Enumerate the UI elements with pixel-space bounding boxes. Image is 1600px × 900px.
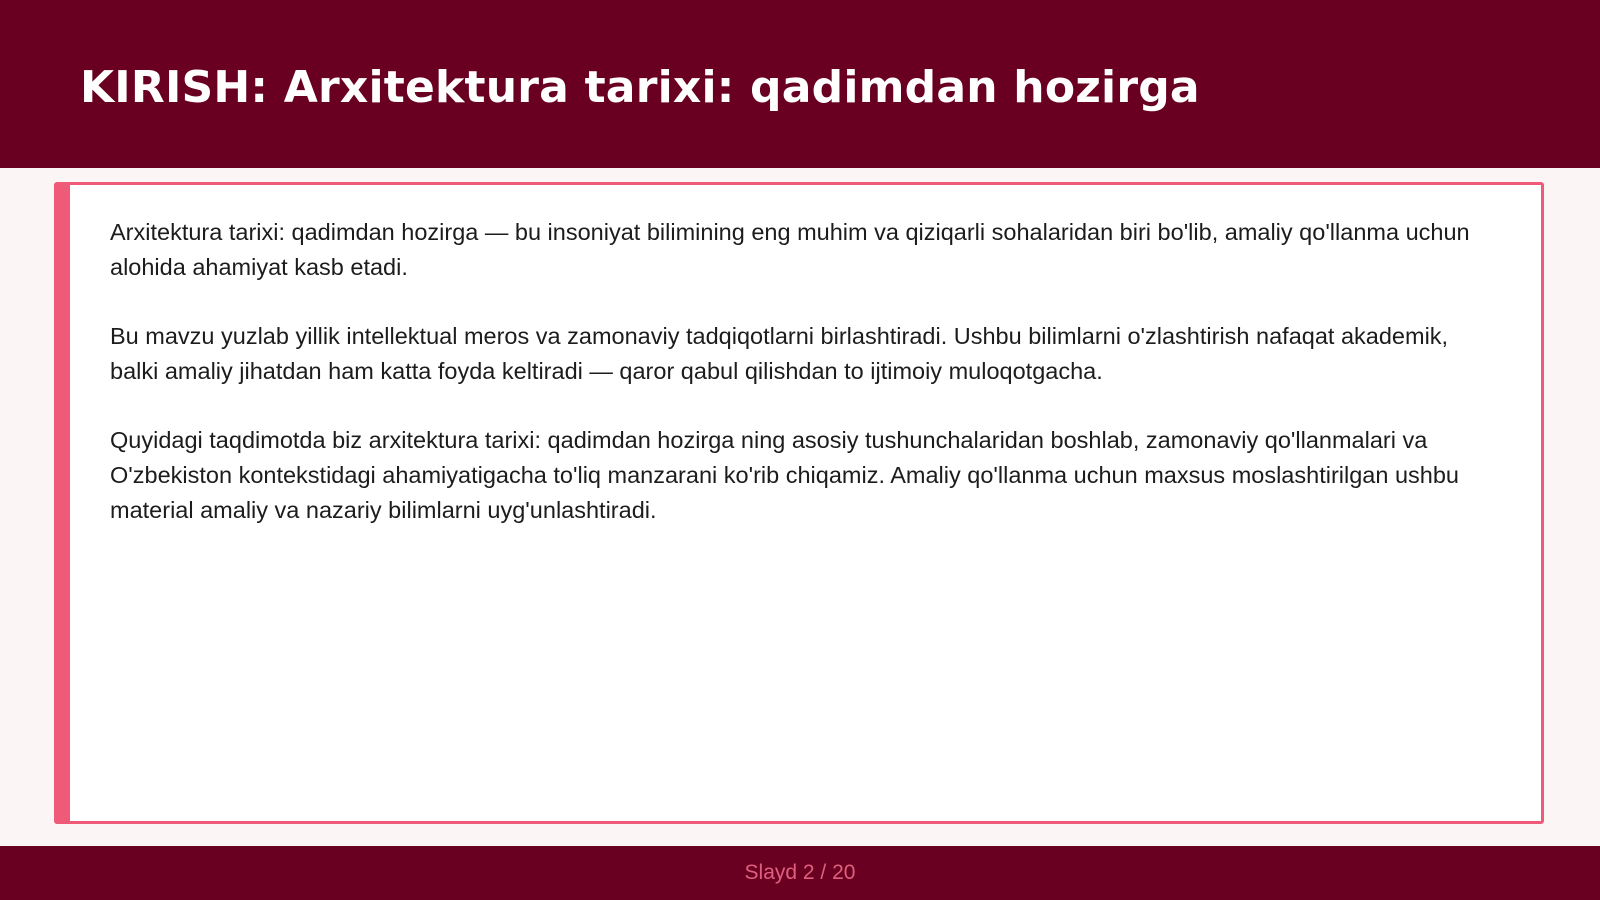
slide-title: KIRISH: Arxitektura tarixi: qadimdan hozirga [80,62,1200,113]
overview-paragraph: Quyidagi taqdimotda biz arxitektura tarixi: qadimdan hozirga ning asosiy tushunchalaridan boshlab, zamonaviy qo'llanmalari va O'zbekiston kontekstidagi ahamiyatigacha to'liq manzarani ko'rib chiqamiz. Amaliy qo'llanma uchun maxsus moslashtirilgan ushbu material amaliy va nazariy bilimlarni uyg'unlashtiradi. [110,427,1459,523]
card-body [110,215,1500,562]
slide-header [0,0,1600,168]
content-card [54,182,1544,824]
slide-footer [0,846,1600,900]
slide-counter: Slayd 2 / 20 [744,861,856,884]
heritage-paragraph: Bu mavzu yuzlab yillik intellektual meros va zamonaviy tadqiqotlarni birlashtiradi. Ushbu bilimlarni o'zlashtirish nafaqat akademik, balki amaliy jihatdan ham katta foyda keltiradi — qaror qabul qilishdan to ijtimoiy muloqotgacha. [110,323,1449,384]
intro-paragraph: Arxitektura tarixi: qadimdan hozirga — bu insoniyat bilimining eng muhim va qiziqarli sohalaridan biri bo'lib, amaliy qo'llanma uchun alohida ahamiyat kasb etadi. [110,219,1470,280]
